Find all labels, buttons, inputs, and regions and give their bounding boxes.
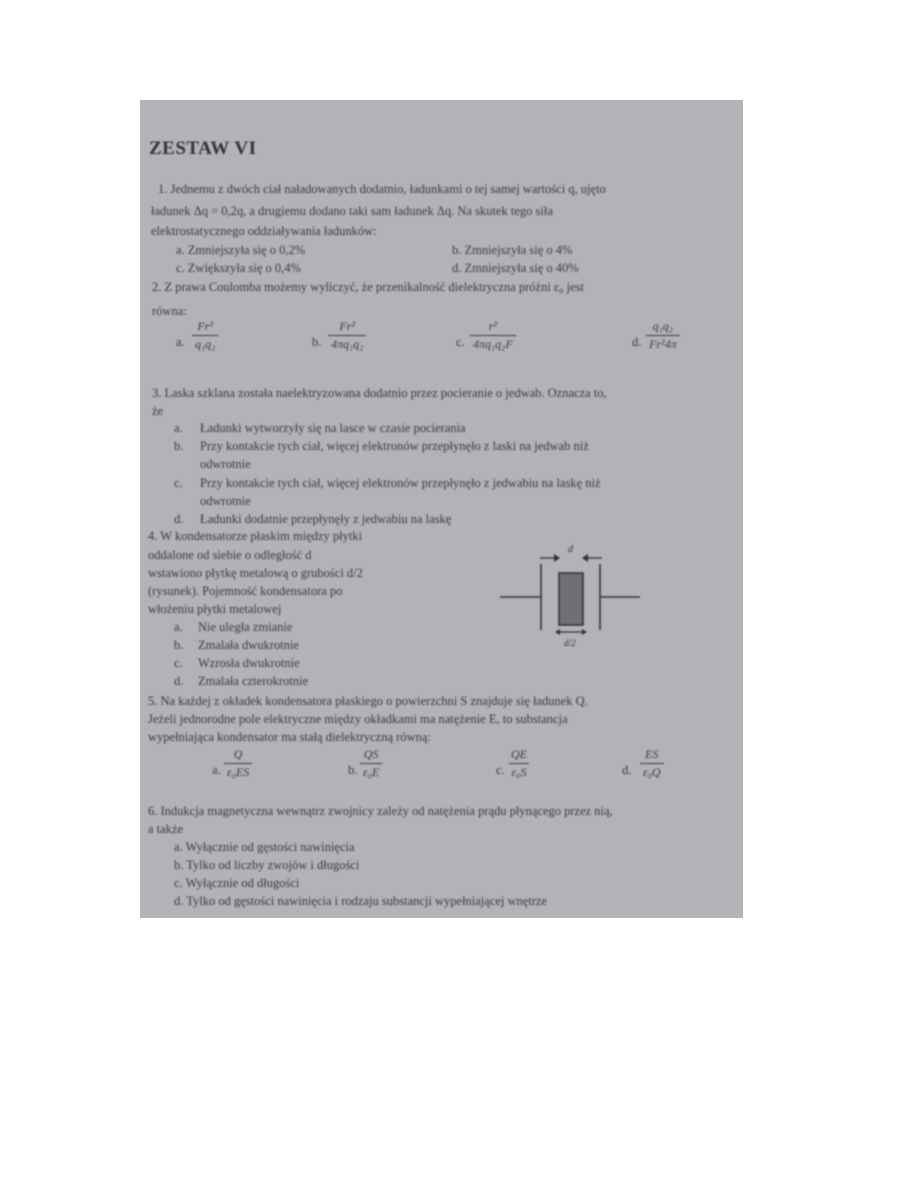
option-label: c.: [496, 763, 505, 777]
question-3-option: Ładunki wytworzyły się na lasce w czasie pocierania: [200, 421, 466, 435]
numerator: Fr²: [197, 319, 213, 333]
formula-option-d: [640, 748, 664, 779]
formula-option-b: [328, 320, 366, 351]
option-label: a.: [176, 335, 185, 349]
question-3-line: 3. Laska szklana została naelektryzowana dodatnio przez pocieranie o jedwab. Oznacza to,: [152, 386, 607, 400]
question-6-option: a. Wyłącznie od gęstości nawinięcia: [174, 840, 355, 854]
question-1-line: 1. Jednemu z dwóch ciał naładowanych dodatnio, ładunkami o tej samej wartości q, ujęto: [158, 182, 606, 196]
dimension-label-d: d: [568, 544, 573, 555]
capacitor-diagram: [496, 540, 646, 652]
question-1-line: ładunek Δq = 0,2q, a drugiemu dodano taki sam ładunek Δq. Na skutek tego siła: [151, 204, 553, 218]
denominator: ε₀S: [509, 763, 530, 779]
question-2-line: równa:: [152, 304, 187, 318]
formula-option-c: [508, 748, 530, 779]
option-label: d.: [174, 674, 184, 688]
exam-sheet: [140, 100, 743, 918]
option-label: a.: [212, 763, 221, 777]
denominator: 4πq₁q₂F: [470, 335, 516, 351]
question-3-option: odwrotnie: [200, 457, 251, 471]
option-label: d.: [174, 512, 184, 526]
question-1-line: elektrostatycznego oddziaływania ładunków:: [151, 224, 377, 238]
page-title: ZESTAW VI: [149, 138, 257, 159]
numerator: ES: [645, 747, 659, 761]
metal-slab: [559, 573, 583, 625]
question-4-line: wstawiono płytkę metalową o grubości d/2: [148, 566, 363, 580]
question-3-option: Przy kontakcie tych ciał, więcej elektronów przepłynęło z laski na jedwab niż: [200, 439, 589, 453]
question-6-option: c. Wyłącznie od długości: [174, 876, 300, 890]
document-photo: [140, 100, 743, 918]
question-4-option: Wzrosła dwukrotnie: [198, 656, 300, 670]
numerator: r²: [488, 319, 497, 333]
option-label: a.: [174, 620, 183, 634]
formula-option-b: [360, 748, 382, 779]
question-4-line: włożeniu płytki metalowej: [148, 602, 282, 616]
numerator: QS: [363, 747, 379, 761]
question-4-option: Nie uległa zmianie: [198, 620, 293, 634]
question-1-option: b. Zmniejszyła się o 4%: [452, 243, 573, 257]
option-label: b.: [174, 638, 184, 652]
denominator: 4πq₁q₂: [328, 335, 366, 351]
arrowhead: [554, 554, 560, 562]
option-label: c.: [456, 335, 465, 349]
question-3-option: odwrotnie: [200, 494, 251, 508]
formula-option-a: [224, 748, 252, 779]
option-label: d.: [622, 763, 632, 777]
question-4-option: Zmalała dwukrotnie: [198, 638, 300, 652]
question-6-option: b. Tylko od liczby zwojów i długości: [174, 858, 360, 872]
question-5-line: wypełniająca kondensator ma stałą dielektryczną równą:: [148, 730, 431, 744]
question-1-option: c. Zwiększyła się o 0,4%: [176, 261, 301, 275]
question-1-option: a. Zmniejszyła się o 0,2%: [176, 243, 306, 257]
option-label: b.: [312, 335, 322, 349]
arrowhead: [555, 629, 560, 635]
question-2-line: 2. Z prawa Coulomba możemy wyliczyć, że przenikalność dielektryczna próżni ε₀ jest: [152, 280, 585, 294]
question-3-option: Ładunki dodatnie przepłynęły z jedwabiu na laskę: [200, 512, 452, 526]
question-4-line: 4. W kondensatorze płaskim między płytki: [148, 529, 363, 543]
arrowhead: [582, 554, 588, 562]
option-label: c.: [174, 656, 183, 670]
numerator: Q: [233, 747, 243, 761]
formula-option-a: [192, 320, 218, 351]
numerator: q₁q₂: [652, 319, 673, 333]
numerator: QE: [511, 747, 527, 761]
denominator: ε₀E: [360, 763, 382, 779]
formula-option-c: [470, 320, 516, 351]
question-6-option: d. Tylko od gęstości nawinięcia i rodzaju substancji wypełniającej wnętrze: [174, 894, 548, 908]
denominator: q₁q₂: [192, 335, 218, 351]
formula-option-d: [646, 320, 680, 351]
question-6-line: 6. Indukcja magnetyczna wewnątrz zwojnicy zależy od natężenia prądu płynącego przez nią,: [148, 804, 613, 818]
question-3-line: że: [152, 404, 164, 418]
question-4-line: (rysunek). Pojemność kondensatora po: [148, 584, 343, 598]
question-4-option: Zmalała czterokrotnie: [198, 674, 309, 688]
question-5-line: 5. Na każdej z okładek kondensatora płaskiego o powierzchni S znajduje się ładunek Q.: [148, 694, 588, 708]
option-label: b.: [174, 439, 184, 453]
denominator: ε₀ES: [224, 763, 252, 779]
question-6-line: a także: [148, 822, 184, 836]
question-3-option: Przy kontakcie tych ciał, więcej elektronów przepłynęło z jedwabiu na laskę niż: [200, 476, 601, 490]
numerator: Fr²: [339, 319, 355, 333]
dimension-label-half-d: d/2: [564, 638, 576, 648]
denominator: Fr²4π: [646, 335, 680, 351]
question-1-option: d. Zmniejszyła się o 40%: [452, 261, 579, 275]
option-label: b.: [348, 763, 358, 777]
option-label: a.: [174, 421, 183, 435]
arrowhead: [582, 629, 587, 635]
option-label: d.: [632, 335, 642, 349]
denominator: ε₀Q: [640, 763, 664, 779]
question-5-line: Jeżeli jednorodne pole elektryczne między okładkami ma natężenie E, to substancja: [148, 712, 568, 726]
question-4-line: oddalone od siebie o odległość d: [148, 548, 312, 562]
option-label: c.: [174, 476, 183, 490]
